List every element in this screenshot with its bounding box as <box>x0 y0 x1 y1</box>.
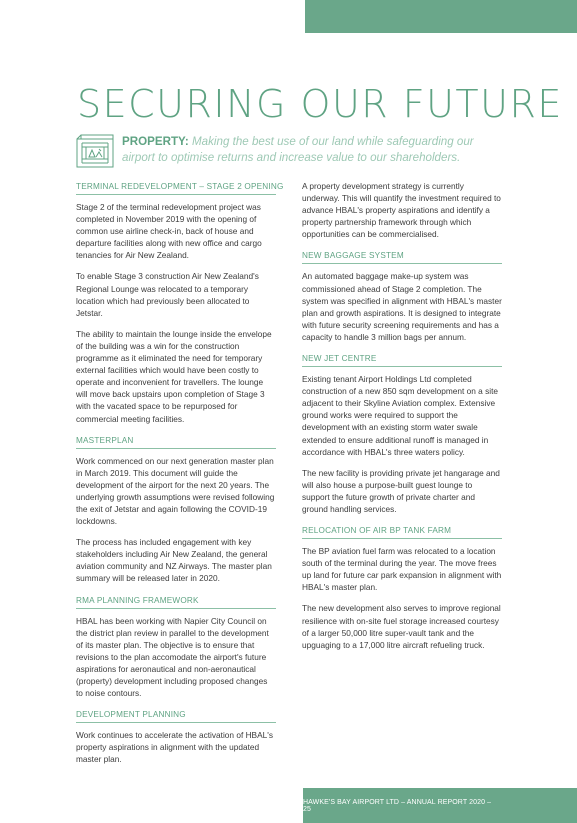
paragraph: Existing tenant Airport Holdings Ltd completed construction of a new 850 sqm development on a site adjacent to their Skyline Aviation complex. Extensive ground works were required to support the development with an existing storm water swale extended to ensure additional runoff is managed in accordance with HBAL's three waters policy. <box>302 374 499 457</box>
paragraph: Work continues to accelerate the activation of HBAL's property aspirations in alignment with the updated master plan. <box>76 730 273 765</box>
paragraph: The ability to maintain the lounge inside the envelope of the building was a win for the construction programme as it eliminated the need for temporary external facilities which would have been costly to operate and inconvenient for travellers. The lounge will move back upstairs upon completion of Stage 3 with the vacated space to be repurposed for commercial meeting facilities. <box>76 328 272 424</box>
section-terminal-redevelopment <box>76 180 284 425</box>
property-statement <box>122 134 482 165</box>
top-accent-bar <box>305 0 577 33</box>
right-column <box>302 180 502 660</box>
paragraph: The new facility is providing private jet hangarage and will also house a purpose-built guest lounge to support the future growth of private charter and ground handling services. <box>302 467 500 514</box>
section-heading: RMA PLANNING FRAMEWORK <box>76 594 276 609</box>
paragraph: Work commenced on our next generation master plan in March 2019. This document will guide the development of the airport for the next 20 years. The underlying growth assumptions were revised following the exit of Jetstar and again following the COVID-19 lockdowns. <box>76 455 275 527</box>
paragraph: A property development strategy is currently underway. This will quantify the investment required to advance HBAL's property aspirations and identify a property partnership framework through which opportunities can be commercialised. <box>302 181 501 240</box>
section-jet-centre <box>302 352 502 515</box>
section-property-strategy <box>302 180 502 240</box>
property-lead: PROPERTY: <box>122 135 189 148</box>
page-title: SECURING OUR FUTURE <box>77 82 563 126</box>
section-heading: MASTERPLAN <box>76 434 276 449</box>
section-heading: NEW JET CENTRE <box>302 352 502 367</box>
paragraph: Stage 2 of the terminal redevelopment project was completed in November 2019 with the opening of common use airline check-in, back of house and departure facilities along with new office and cargo tenancies for Air New Zealand. <box>76 202 262 261</box>
paragraph: The new development also serves to improve regional resilience with on-site fuel storage increased courtesy of a larger 50,000 litre super-vault tank and the upguaging to a 17,000 litre aircraft refueling truck. <box>302 603 501 650</box>
section-development-planning <box>76 708 276 765</box>
paragraph: HBAL has been working with Napier City Council on the district plan review in parallel to the development of its master plan. The objective is to ensure that revisions to the plan accomodate the airport's future aspirations for aeronautical and non-aeronautical (property) development including proposed changes to noise contours. <box>76 615 269 699</box>
paragraph: The BP aviation fuel farm was relocated to a location south of the terminal during the year. The move frees up land for future car park expansion in alignment with HBAL's master plan. <box>302 546 502 593</box>
section-heading: NEW BAGGAGE SYSTEM <box>302 249 502 264</box>
section-heading: DEVELOPMENT PLANNING <box>76 708 276 723</box>
section-heading: TERMINAL REDEVELOPMENT – STAGE 2 OPENING <box>76 180 276 195</box>
page-footer <box>303 788 577 823</box>
footer-text: HAWKE'S BAY AIRPORT LTD – ANNUAL REPORT 2020 – 25 <box>303 798 492 813</box>
left-column <box>76 180 284 774</box>
section-baggage-system <box>302 249 502 343</box>
paragraph: The process has included engagement with key stakeholders including Air New Zealand, the general aviation community and NZ Airways. The master plan summary will be released later in 2020. <box>76 537 272 584</box>
paragraph: An automated baggage make-up system was commissioned ahead of Stage 2 completion. The system was specified in alignment with HBAL's master plan and growth aspirations. It is designed to integrate with future security screening requirements and has a capacity to handle 3 million bags per annum. <box>302 271 502 342</box>
section-masterplan <box>76 434 276 585</box>
property-description: Making the best use of our land while safeguarding our airport to optimise returns and increase value to our shareholders. <box>122 135 474 164</box>
section-heading: RELOCATION OF AIR BP TANK FARM <box>302 524 502 539</box>
paragraph: To enable Stage 3 construction Air New Zealand's Regional Lounge was relocated to a temporary location which had previously been allocated to Jetstar. <box>76 271 259 318</box>
section-tank-farm <box>302 524 502 651</box>
section-rma-planning <box>76 594 276 700</box>
property-plan-icon <box>76 134 114 168</box>
